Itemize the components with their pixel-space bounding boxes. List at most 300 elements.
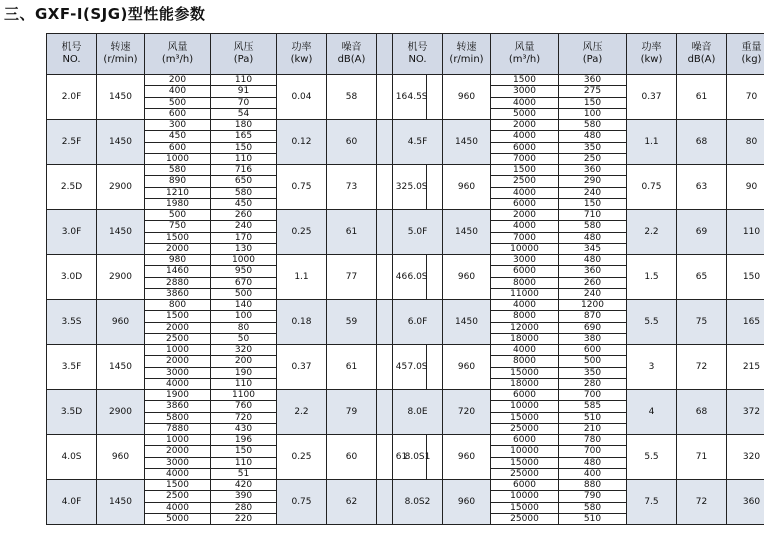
pressure-header [211,34,276,74]
column-header-title: 机号 [61,42,82,53]
flow-pressure-row [491,153,626,164]
flow-pressure-row [491,130,626,141]
air-pressure: 420 [234,480,253,491]
flow-pressure-row [145,265,276,276]
fan-model-row [47,210,427,255]
air-flow: 1000 [145,154,211,164]
column-header-unit: (r/min) [103,54,138,65]
flow-pressure-row [145,75,276,85]
noise-db: 79 [327,390,377,435]
air-pressure: 290 [559,176,626,186]
flow-pressure-row [145,355,276,366]
flow-pressure-row [491,75,626,85]
air-flow: 10000 [491,244,559,254]
air-flow: 7000 [491,154,559,164]
speed-rpm: 1450 [97,480,145,525]
noise-db: 62 [327,480,377,525]
flow-header [491,34,559,74]
air-flow: 4000 [491,131,559,141]
air-pressure: 580 [583,502,602,513]
column-header-unit: (Pa) [233,54,254,65]
flow-pressure-row [491,468,626,479]
air-pressure: 950 [211,266,276,276]
air-flow: 10000 [491,446,559,456]
flow-pressure-header [491,34,627,75]
air-pressure: 180 [234,120,253,131]
flow-pressure-list [145,390,276,434]
power-kw: 0.04 [277,75,327,120]
flow-pressure-row [145,120,276,130]
fan-model-row [47,75,427,120]
flow-pressure-row [491,142,626,153]
flow-pressure-list [491,435,626,479]
air-pressure: 51 [211,469,276,479]
noise-db: 61 [327,210,377,255]
air-pressure: 170 [234,232,253,243]
model-number: 2.0F [47,75,97,120]
air-flow: 2500 [491,176,559,186]
air-flow: 25000 [491,514,559,524]
air-flow: 1000 [145,345,211,355]
flow-pressure-row [491,300,626,310]
flow-pressure-cell [491,390,627,435]
weight-kg: 360 [727,480,764,525]
air-pressure: 1200 [581,300,604,311]
fan-model-row [47,300,427,345]
flow-pressure-cell [491,300,627,345]
model-number: 4.5F [393,120,443,165]
flow-pressure-row [145,412,276,423]
column-header-title: 噪音 [691,42,712,53]
flow-pressure-row [145,468,276,479]
column-header-unit: (m³/h) [161,54,194,65]
flow-pressure-row [145,390,276,400]
air-pressure: 700 [583,390,602,401]
flow-pressure-cell [145,480,277,525]
flow-pressure-row [145,220,276,231]
flow-pressure-cell [145,255,277,300]
air-pressure: 790 [559,491,626,501]
flow-pressure-row [145,490,276,501]
air-flow: 7880 [145,424,211,434]
column-header [443,34,491,75]
flow-pressure-row [145,310,276,321]
speed-rpm: 2900 [97,255,145,300]
flow-pressure-row [491,513,626,524]
fan-model-row [393,345,764,390]
air-pressure: 280 [234,502,253,513]
column-header [677,34,727,75]
column-header [627,34,677,75]
air-pressure: 210 [559,424,626,434]
flow-pressure-row [145,277,276,288]
flow-pressure-row [491,480,626,490]
weight-kg: 150 [727,255,764,300]
fan-model-row [393,75,764,120]
flow-pressure-row [145,435,276,445]
flow-pressure-list [491,300,626,344]
fan-model-row [393,120,764,165]
flow-pressure-cell [491,255,627,300]
air-flow: 1000 [145,435,211,445]
air-pressure: 580 [559,221,626,231]
air-flow: 3860 [145,289,211,299]
flow-pressure-row [145,445,276,456]
speed-rpm: 960 [443,345,491,390]
column-header [727,34,764,75]
flow-pressure-row [145,513,276,524]
flow-pressure-list [491,120,626,164]
air-pressure: 240 [211,221,276,231]
power-kw: 1.5 [627,255,677,300]
air-pressure: 480 [583,255,602,266]
flow-pressure-row [491,108,626,119]
column-header-unit: NO. [62,54,81,65]
air-flow: 25000 [491,424,559,434]
flow-pressure-row [491,232,626,243]
column-header-unit: (kw) [290,54,313,65]
model-number: 3.0F [47,210,97,255]
air-pressure: 360 [583,165,602,176]
power-kw: 0.25 [277,435,327,480]
air-pressure: 54 [211,109,276,119]
speed-rpm: 1450 [443,210,491,255]
air-pressure: 710 [583,210,602,221]
model-number: 3.5D [47,390,97,435]
air-flow: 8000 [491,356,559,366]
air-flow: 1500 [491,165,559,175]
air-pressure: 345 [559,244,626,254]
air-pressure: 280 [559,379,626,389]
weight-kg: 165 [727,300,764,345]
air-pressure: 250 [559,154,626,164]
flow-pressure-cell [145,210,277,255]
weight-kg: 46 [377,255,427,300]
column-header [277,34,327,75]
weight-kg: 45 [377,345,427,390]
flow-pressure-cell [491,345,627,390]
air-flow: 2500 [145,334,211,344]
power-kw: 4 [627,390,677,435]
performance-table-left [46,33,427,525]
model-number: 4.0F [47,480,97,525]
power-kw: 5.5 [627,435,677,480]
weight-kg: 16 [377,75,427,120]
noise-db: 60 [327,435,377,480]
flow-pressure-row [491,423,626,434]
flow-pressure-row [145,153,276,164]
air-pressure: 450 [211,199,276,209]
model-number: 6.0F [393,300,443,345]
power-kw: 1.1 [627,120,677,165]
air-flow: 6000 [491,390,559,400]
column-header [327,34,377,75]
flow-pressure-header [145,34,277,75]
air-flow: 5800 [145,413,211,423]
model-number: 2.5D [47,165,97,210]
air-flow: 450 [145,131,211,141]
flow-pressure-row [491,400,626,411]
air-flow: 300 [145,120,211,130]
air-pressure: 100 [559,109,626,119]
flow-pressure-row [491,288,626,299]
flow-pressure-row [145,300,276,310]
flow-pressure-row [145,322,276,333]
air-flow: 200 [145,75,211,85]
air-flow: 15000 [491,503,559,513]
air-flow: 1980 [145,199,211,209]
flow-pressure-row [145,97,276,108]
air-pressure: 400 [559,469,626,479]
model-number: 8.0S2 [393,480,443,525]
air-pressure: 220 [211,514,276,524]
speed-rpm: 1450 [97,345,145,390]
model-number: 7.0S [393,345,443,390]
flow-pressure-cell [145,345,277,390]
flow-pressure-row [491,435,626,445]
fan-model-row [393,435,764,480]
column-header-title: 转速 [456,42,477,53]
flow-pressure-cell [491,75,627,120]
flow-pressure-list [145,255,276,299]
air-flow: 3860 [145,401,211,411]
air-flow: 400 [145,86,211,96]
column-header [97,34,145,75]
air-pressure: 260 [234,210,253,221]
speed-rpm: 1450 [97,75,145,120]
flow-pressure-row [491,490,626,501]
power-kw: 5.5 [627,300,677,345]
air-flow: 12000 [491,323,559,333]
air-flow: 500 [145,210,211,220]
column-header-unit: (m³/h) [508,54,541,65]
column-header-title: 风量 [514,42,535,53]
flow-pressure-row [145,108,276,119]
air-pressure: 580 [583,120,602,131]
air-pressure: 70 [237,97,250,108]
noise-db: 65 [677,255,727,300]
power-kw: 0.75 [277,480,327,525]
flow-pressure-list [491,345,626,389]
flow-pressure-list [145,165,276,209]
flow-pressure-list [491,480,626,524]
flow-pressure-row [145,378,276,389]
flow-pressure-row [145,480,276,490]
air-pressure: 690 [583,322,602,333]
flow-pressure-row [491,243,626,254]
column-header [393,34,443,75]
fan-model-row [393,165,764,210]
air-flow: 6000 [491,143,559,153]
power-kw: 0.37 [627,75,677,120]
performance-table-right [392,33,764,525]
flow-pressure-row [491,187,626,198]
air-pressure: 600 [583,345,602,356]
power-kw: 0.18 [277,300,327,345]
flow-pressure-row [491,412,626,423]
flow-pressure-row [145,333,276,344]
flow-pressure-row [491,322,626,333]
air-pressure: 150 [583,97,602,108]
noise-db: 59 [327,300,377,345]
noise-db: 60 [327,120,377,165]
flow-pressure-cell [145,300,277,345]
flow-pressure-list [491,255,626,299]
air-flow: 3000 [491,255,559,265]
power-kw: 0.12 [277,120,327,165]
air-flow: 25000 [491,469,559,479]
model-number: 3.5S [47,300,97,345]
flow-pressure-cell [145,165,277,210]
flow-pressure-list [491,390,626,434]
flow-pressure-row [491,355,626,366]
column-header [47,34,97,75]
flow-pressure-row [491,277,626,288]
air-pressure: 100 [211,311,276,321]
flow-pressure-cell [145,75,277,120]
fan-model-row [47,255,427,300]
model-number: 5.0F [393,210,443,255]
air-flow: 500 [145,98,211,108]
speed-rpm: 960 [443,75,491,120]
air-pressure: 880 [583,480,602,491]
flow-pressure-row [491,120,626,130]
speed-rpm: 720 [443,390,491,435]
air-flow: 2880 [145,278,211,288]
flow-pressure-row [491,255,626,265]
air-flow: 4000 [491,98,559,108]
flow-pressure-row [491,220,626,231]
air-flow: 4000 [145,503,211,513]
air-pressure: 150 [559,199,626,209]
column-header-title: 功率 [291,42,312,53]
air-flow: 2000 [145,323,211,333]
air-flow: 3000 [145,458,211,468]
weight-kg: 215 [727,345,764,390]
air-pressure: 670 [234,277,253,288]
flow-pressure-row [491,333,626,344]
speed-rpm: 960 [443,480,491,525]
air-flow: 2000 [491,210,559,220]
flow-pressure-row [491,445,626,456]
air-pressure: 700 [559,446,626,456]
noise-db: 61 [327,345,377,390]
air-flow: 4000 [491,300,559,310]
flow-pressure-row [491,198,626,209]
header-row [47,34,427,75]
flow-pressure-row [145,187,276,198]
air-pressure: 196 [234,435,253,446]
model-number: 4.0S [47,435,97,480]
speed-rpm: 960 [443,435,491,480]
flow-pressure-cell [491,480,627,525]
flow-pressure-row [145,345,276,355]
column-header-title: 风量 [167,42,188,53]
air-pressure: 870 [559,311,626,321]
air-flow: 8000 [491,278,559,288]
flow-pressure-row [491,210,626,220]
weight-kg: 110 [727,210,764,255]
column-header-title: 转速 [110,42,131,53]
weight-kg: 320 [727,435,764,480]
flow-pressure-row [491,85,626,96]
flow-pressure-row [145,142,276,153]
air-pressure: 350 [583,142,602,153]
air-flow: 800 [145,300,211,310]
speed-rpm: 1450 [97,120,145,165]
model-number: 4.5S [393,75,443,120]
flow-header [145,34,211,74]
model-number: 3.5F [47,345,97,390]
flow-pressure-cell [491,120,627,165]
air-flow: 4000 [491,188,559,198]
column-header-title: 风压 [233,42,254,53]
weight-kg: 372 [727,390,764,435]
noise-db: 68 [677,120,727,165]
noise-db: 69 [677,210,727,255]
air-pressure: 275 [559,86,626,96]
air-flow: 750 [145,221,211,231]
air-pressure: 390 [211,491,276,501]
air-flow: 7000 [491,233,559,243]
weight-kg: 61 [377,435,427,480]
fan-model-row [47,390,427,435]
flow-pressure-row [491,165,626,175]
flow-pressure-row [145,85,276,96]
fan-model-row [47,435,427,480]
flow-pressure-row [145,400,276,411]
flow-pressure-cell [145,435,277,480]
model-number: 2.5F [47,120,97,165]
air-flow: 8000 [491,311,559,321]
power-kw: 2.2 [627,210,677,255]
air-flow: 600 [145,109,211,119]
air-flow: 2000 [491,120,559,130]
air-pressure: 480 [583,232,602,243]
pressure-header [559,34,626,74]
column-header-title: 风压 [582,42,603,53]
air-flow: 15000 [491,368,559,378]
flow-pressure-row [145,232,276,243]
column-header-unit: dB(A) [687,54,716,65]
air-pressure: 500 [211,289,276,299]
power-kw: 0.37 [277,345,327,390]
flow-pressure-list [145,75,276,119]
flow-pressure-row [145,367,276,378]
flow-pressure-cell [145,120,277,165]
flow-pressure-row [491,378,626,389]
flow-pressure-list [491,75,626,119]
air-pressure: 650 [211,176,276,186]
air-pressure: 1100 [232,390,255,401]
flow-pressure-list [145,120,276,164]
flow-pressure-row [145,288,276,299]
flow-pressure-row [145,243,276,254]
power-kw: 7.5 [627,480,677,525]
air-pressure: 140 [234,300,253,311]
speed-rpm: 2900 [97,165,145,210]
flow-pressure-list [145,345,276,389]
fan-model-row [393,210,764,255]
air-pressure: 50 [211,334,276,344]
power-kw: 0.75 [277,165,327,210]
air-flow: 2000 [145,446,211,456]
column-header-title: 噪音 [341,42,362,53]
air-flow: 1500 [145,311,211,321]
speed-rpm: 2900 [97,390,145,435]
weight-kg: 80 [727,120,764,165]
column-header-title: 机号 [407,42,428,53]
